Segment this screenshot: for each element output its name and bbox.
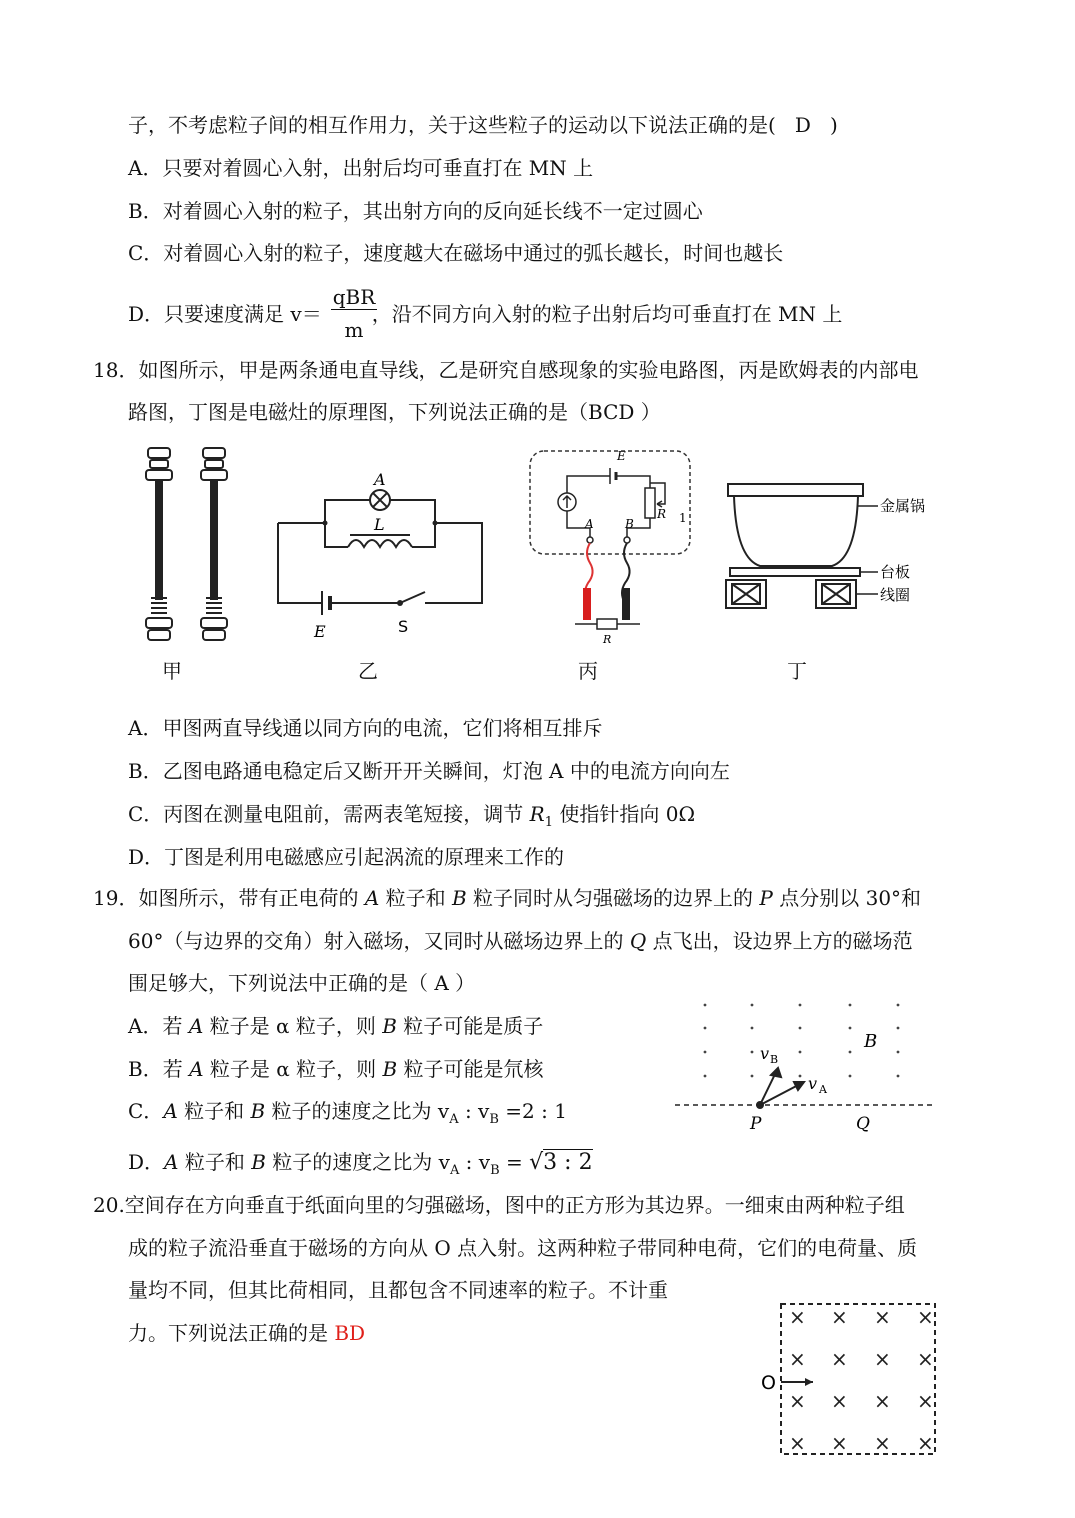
field-dot (849, 1027, 852, 1030)
field-dot (897, 1004, 900, 1007)
label-plate: 台板 (880, 563, 911, 581)
q17-answer: D (794, 113, 811, 137)
field-cross: × (917, 1347, 934, 1371)
figure-q20-square-field (755, 1298, 945, 1463)
q20-stem-line2: 成的粒子流沿垂直于磁场的方向从 O 点入射。这两种粒子带同种电荷，它们的电荷量、质 (128, 1236, 918, 1260)
label-terminal-a: A (585, 517, 594, 531)
label-battery-e: E (314, 622, 326, 641)
q20-stem-line3: 量均不同，但其比荷相同，且都包含不同速率的粒子。不计重 (128, 1278, 668, 1302)
q18-stem-line1: 18．如图所示，甲是两条通电直导线，乙是研究自感现象的实验电路图，丙是欧姆表的内部电 (93, 358, 919, 382)
label-emf-e: E (617, 449, 626, 463)
field-cross: × (874, 1431, 891, 1455)
figure-ding-induction-cooker (720, 470, 945, 620)
q18-stem-line2: 路图，丁图是电磁灶的原理图，下列说法正确的是（BCD ） (128, 400, 661, 424)
label-field-b: B (864, 1031, 878, 1052)
caption-ding: 丁 (787, 659, 807, 683)
field-cross: × (789, 1431, 806, 1455)
q19-stem-line3: 围足够大，下列说法中正确的是（ A ） (128, 971, 476, 995)
caption-yi: 乙 (358, 659, 378, 683)
field-dot (897, 1075, 900, 1078)
field-dot (704, 1027, 707, 1030)
q20-answer: BD (334, 1321, 366, 1345)
q17-option-b: B．对着圆心入射的粒子，其出射方向的反向延长线不一定过圆心 (128, 199, 703, 223)
q20-stem-line4: 力。下列说法正确的是 BD (128, 1321, 366, 1345)
q17-option-d: D．只要速度满足 v＝ ，沿不同方向入射的粒子出射后均可垂直打在 MN 上 (128, 302, 843, 326)
q19-option-d: D．A 粒子和 B 粒子的速度之比为 $v_A$ : $v_B = √3$ : 2 (128, 1150, 593, 1178)
label-lamp-a: A (374, 470, 386, 489)
field-cross: × (831, 1389, 848, 1413)
field-cross: × (917, 1389, 934, 1413)
label-vb-sub: B (770, 1053, 779, 1066)
field-dot (751, 1027, 754, 1030)
label-point-o: O (761, 1372, 776, 1394)
field-cross: × (874, 1347, 891, 1371)
q18-option-c: C．丙图在测量电阻前，需两表笔短接，调节 $R_1$ 使指针指向 0Ω (128, 802, 696, 830)
fraction-numerator: qBR (332, 285, 376, 309)
figure-yi-circuit (270, 465, 490, 645)
field-cross: × (917, 1431, 934, 1455)
fraction-denominator: m (344, 318, 364, 342)
label-va-sub: A (819, 1083, 827, 1096)
figure-q19-field (670, 995, 940, 1135)
q19-option-a: A．若 A 粒子是 α 粒子，则 B 粒子可能是质子 (128, 1014, 544, 1038)
field-dot (799, 1027, 802, 1030)
label-r1-sub: 1 (679, 511, 687, 525)
field-dot (704, 1004, 707, 1007)
field-dot (849, 1051, 852, 1054)
field-dot (799, 1075, 802, 1078)
figure-bing-ohmmeter (525, 448, 700, 648)
field-dot (849, 1004, 852, 1007)
label-metal-pot: 金属锅 (880, 497, 926, 515)
q17-option-a: A．只要对着圆心入射，出射后均可垂直打在 MN 上 (128, 156, 594, 180)
field-cross: × (874, 1389, 891, 1413)
q20-stem-line1: 20.空间存在方向垂直于纸面向里的匀强磁场，图中的正方形为其边界。一细束由两种粒子组 (93, 1193, 905, 1217)
q17-option-c: C．对着圆心入射的粒子，速度越大在磁场中通过的弧长越长，时间也越长 (128, 241, 784, 265)
q19-stem-line1: 19．如图所示，带有正电荷的 A 粒子和 B 粒子同时从匀强磁场的边界上的 P 点分别以 30°和 (93, 886, 922, 910)
q19-stem-line2: 60°（与边界的交角）射入磁场，又同时从磁场边界上的 Q 点飞出，设边界上方的磁场范 (128, 929, 913, 953)
field-dot (704, 1075, 707, 1078)
field-cross: × (789, 1389, 806, 1413)
q19-option-c: C．A 粒子和 B 粒子的速度之比为 $v_A$ : $v_B =2$ : 1 (128, 1099, 567, 1127)
label-va: v (808, 1074, 818, 1093)
field-dot (897, 1027, 900, 1030)
caption-bing: 丙 (578, 659, 598, 683)
field-dot (751, 1004, 754, 1007)
field-dot (897, 1051, 900, 1054)
field-dot (849, 1075, 852, 1078)
q18-option-d: D．丁图是利用电磁感应引起涡流的原理来工作的 (128, 845, 565, 869)
field-dot (751, 1075, 754, 1078)
label-point-p: P (750, 1114, 762, 1134)
field-cross: × (917, 1305, 934, 1329)
q18-option-a: A．甲图两直导线通以同方向的电流，它们将相互排斥 (128, 716, 603, 740)
field-cross: × (831, 1431, 848, 1455)
sqrt-symbol: √ (529, 1150, 544, 1175)
q17-stem: 子，不考虑粒子间的相互作用力，关于这些粒子的运动以下说法正确的是( D ) (128, 113, 838, 137)
label-point-q: Q (856, 1114, 870, 1134)
field-dot (704, 1051, 707, 1054)
q19-option-b: B．若 A 粒子是 α 粒子，则 B 粒子可能是氘核 (128, 1057, 544, 1081)
field-cross: × (831, 1305, 848, 1329)
q18-option-b: B．乙图电路通电稳定后又断开开关瞬间，灯泡 A 中的电流方向向左 (128, 759, 730, 783)
label-resistor-r: R (603, 633, 612, 646)
label-switch-s: S (398, 617, 409, 636)
field-cross: × (789, 1347, 806, 1371)
label-r1: R (657, 507, 667, 521)
figure-jia-wires (135, 440, 245, 650)
field-cross: × (831, 1347, 848, 1371)
field-dot (751, 1051, 754, 1054)
field-dot (799, 1004, 802, 1007)
label-coil: 线圈 (880, 586, 911, 604)
field-cross: × (789, 1305, 806, 1329)
label-terminal-b: B (625, 517, 634, 531)
field-cross: × (874, 1305, 891, 1329)
caption-jia: 甲 (162, 659, 182, 683)
field-dot (799, 1051, 802, 1054)
label-vb: v (760, 1044, 770, 1063)
label-inductor-l: L (374, 515, 385, 534)
